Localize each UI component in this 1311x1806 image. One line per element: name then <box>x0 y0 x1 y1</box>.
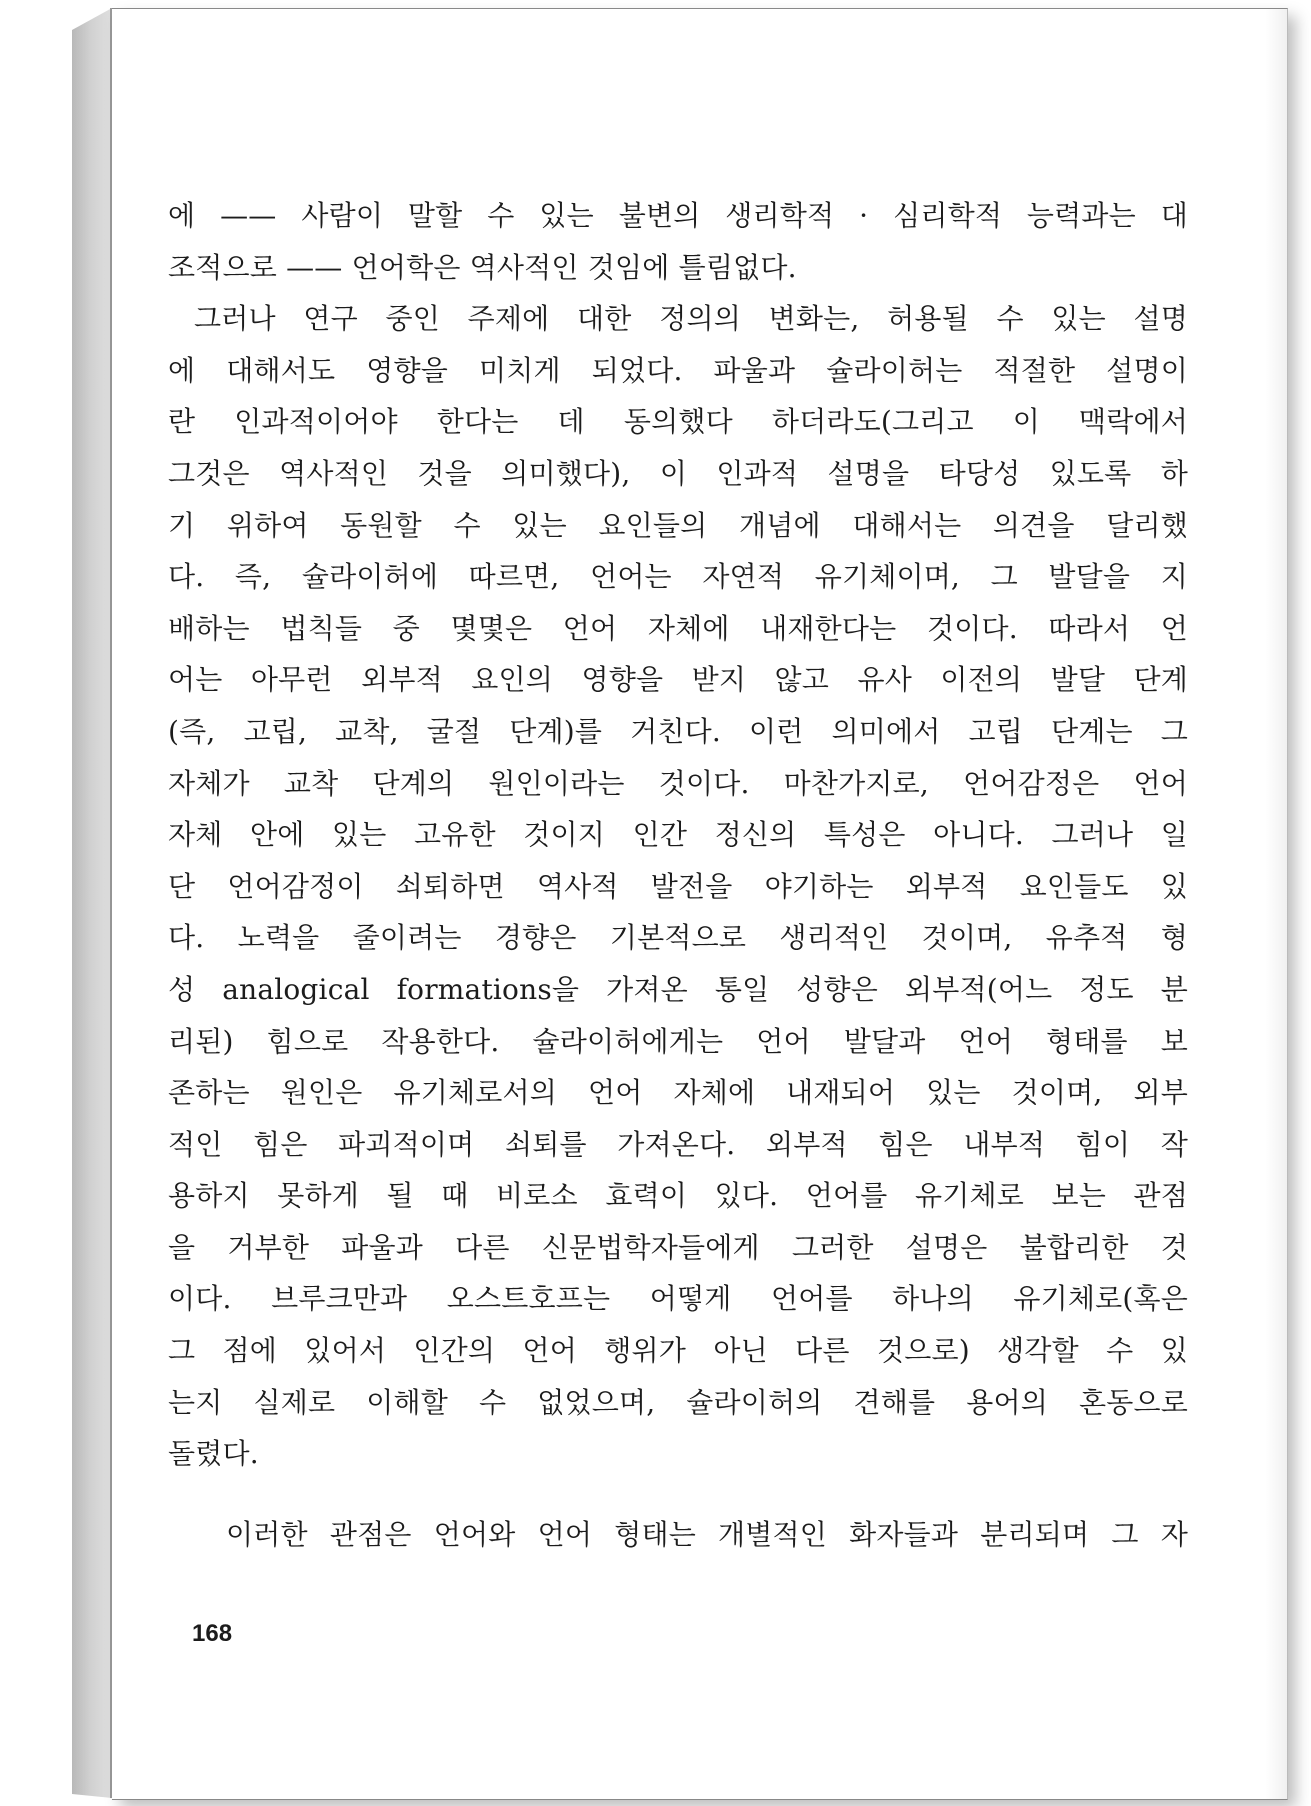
book-side-edge <box>72 8 112 1798</box>
text-line: 적인 힘은 파괴적이며 쇠퇴를 가져온다. 외부적 힘은 내부적 힘이 작 <box>168 1127 1188 1161</box>
text-line: 이러한 관점은 언어와 언어 형태는 개별적인 화자들과 분리되며 그 자 <box>226 1518 1188 1551</box>
text-line: 는지 실제로 이해할 수 없었으며, 슐라이허의 견해를 용어의 혼동으로 <box>168 1385 1188 1419</box>
page-shadow <box>1265 9 1287 1799</box>
body-text <box>168 190 1188 1480</box>
text-line: 에 대해서도 영향을 미치게 되었다. 파울과 슐라이허는 적절한 설명이 <box>168 353 1188 387</box>
text-line: 조적으로 —— 언어학은 역사적인 것임에 틀림없다. <box>168 250 797 284</box>
text-line: 그러나 연구 중인 주제에 대한 정의의 변화는, 허용될 수 있는 설명 <box>194 302 1188 336</box>
text-line: 돌렸다. <box>168 1437 259 1471</box>
text-line: (즉, 고립, 교착, 굴절 단계)를 거친다. 이런 의미에서 고립 단계는 그 <box>168 714 1188 748</box>
text-line: 리된) 힘으로 작용한다. 슐라이허에게는 언어 발달과 언어 형태를 보 <box>168 1024 1188 1058</box>
text-line: 배하는 법칙들 중 몇몇은 언어 자체에 내재한다는 것이다. 따라서 언 <box>168 611 1188 645</box>
page-number: 168 <box>192 1620 233 1647</box>
text-line: 존하는 원인은 유기체로서의 언어 자체에 내재되어 있는 것이며, 외부 <box>168 1076 1188 1110</box>
text-line: 다. 즉, 슐라이허에 따르면, 언어는 자연적 유기체이며, 그 발달을 지 <box>168 560 1188 594</box>
text-line: 자체가 교착 단계의 원인이라는 것이다. 마찬가지로, 언어감정은 언어 <box>168 766 1188 800</box>
text-line: 에 —— 사람이 말할 수 있는 불변의 생리학적 · 심리학적 능력과는 대 <box>168 199 1188 232</box>
text-line: 어는 아무런 외부적 요인의 영향을 받지 않고 유사 이전의 발달 단계 <box>168 663 1188 697</box>
text-line: 성 analogical formations을 가져온 통일 성향은 외부적(어느 정도 분 <box>168 972 1188 1006</box>
text-line: 그 점에 있어서 인간의 언어 행위가 아닌 다른 것으로) 생각할 수 있 <box>168 1334 1188 1368</box>
text-line: 란 인과적이어야 한다는 데 동의했다 하더라도(그리고 이 맥락에서 <box>168 405 1188 439</box>
next-paragraph <box>168 1509 1188 1561</box>
text-line: 단 언어감정이 쇠퇴하면 역사적 발전을 야기하는 외부적 요인들도 있 <box>168 869 1188 903</box>
text-line: 이다. 브루크만과 오스트호프는 어떻게 언어를 하나의 유기체로(혹은 <box>168 1282 1188 1316</box>
text-line: 용하지 못하게 될 때 비로소 효력이 있다. 언어를 유기체로 보는 관점 <box>168 1179 1188 1213</box>
text-line: 자체 안에 있는 고유한 것이지 인간 정신의 특성은 아니다. 그러나 일 <box>168 818 1188 852</box>
text-line: 을 거부한 파울과 다른 신문법학자들에게 그러한 설명은 불합리한 것 <box>168 1230 1188 1264</box>
text-line: 다. 노력을 줄이려는 경향은 기본적으로 생리적인 것이며, 유추적 형 <box>168 921 1188 955</box>
text-line: 그것은 역사적인 것을 의미했다), 이 인과적 설명을 타당성 있도록 하 <box>168 456 1188 490</box>
text-line: 기 위하여 동원할 수 있는 요인들의 개념에 대해서는 의견을 달리했 <box>168 508 1188 542</box>
